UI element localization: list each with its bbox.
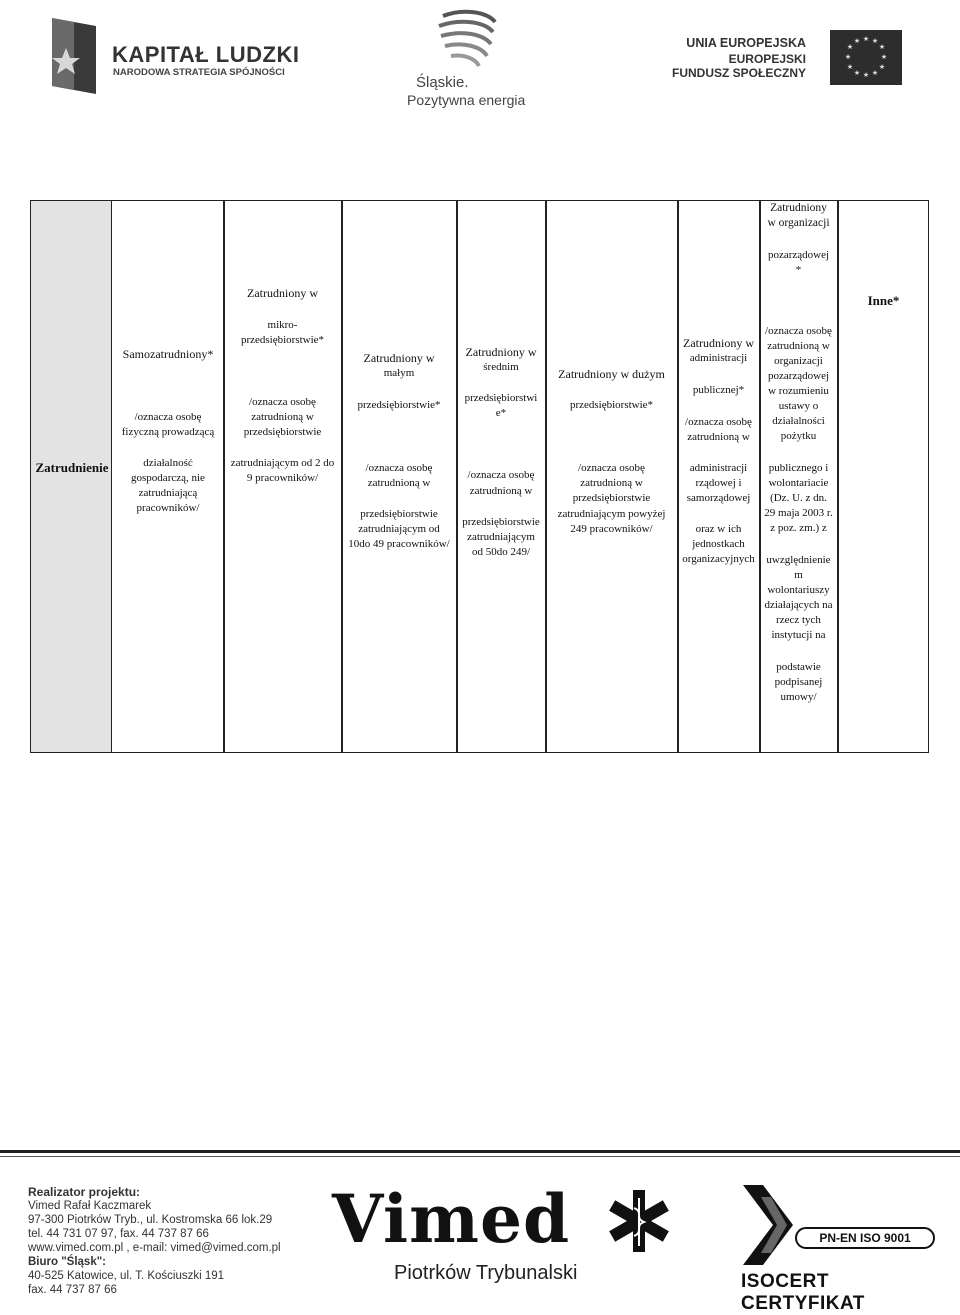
col7-line: wolontariacie (768, 477, 829, 489)
col7-line: działalności (772, 415, 825, 427)
eu-line2: EUROPEJSKI (728, 52, 806, 66)
col7-line: pożytku (780, 430, 817, 442)
col7-line: z poz. zm.) z (770, 522, 827, 534)
svg-text:★: ★ (878, 63, 886, 71)
eu-line3: FUNDUSZ SPOŁECZNY (671, 66, 806, 80)
col4-header: Zatrudniony w (465, 345, 537, 359)
col4-line: przedsiębiorstwie (462, 516, 540, 528)
svg-text:★: ★ (846, 63, 854, 71)
col7-line: rzecz tych (776, 614, 821, 626)
col1-line: gospodarczą, nie (131, 472, 205, 484)
kapital-ludzki-flag-icon (52, 18, 96, 94)
col7-line: publicznego i (768, 462, 829, 474)
col2-line: zatrudnioną w (251, 411, 314, 423)
isocert-mark-icon (737, 1185, 799, 1267)
col7-line: wolontariuszy (767, 584, 830, 596)
row-label: Zatrudnienie (35, 460, 109, 475)
col6-header: publicznej* (692, 384, 745, 396)
iso-certificate-logo (737, 1185, 937, 1314)
col7-line: ustawy o (778, 400, 819, 412)
svg-text:★: ★ (871, 69, 879, 77)
col2-header: mikro- (267, 319, 298, 331)
footer-address: 97-300 Piotrków Tryb., ul. Kostromska 66 lok.29 (28, 1214, 273, 1226)
col3-header: Zatrudniony w (363, 351, 435, 365)
footer-web-email: www.vimed.com.pl , e-mail: vimed@vimed.com.pl (28, 1242, 281, 1254)
col7-line: instytucji na (771, 629, 826, 641)
col3-line: zatrudnioną w (367, 477, 431, 489)
footer-divider (0, 1150, 960, 1153)
col5-line: 249 pracowników/ (570, 523, 653, 535)
col7-line: /oznacza osobę (765, 325, 832, 337)
iso-badge-text: PN-EN ISO 9001 (819, 1231, 911, 1245)
col4-header: średnim (483, 361, 519, 373)
vimed-city: Piotrków Trybunalski (394, 1262, 578, 1284)
col7-line: pozarządowej (767, 370, 830, 382)
vimed-logo-text: Vimed (332, 1180, 571, 1258)
col3-line: przedsiębiorstwie (360, 508, 438, 520)
footer-phone: tel. 44 731 07 97, fax. 44 737 87 66 (28, 1228, 209, 1240)
svg-text:★: ★ (878, 43, 886, 51)
col1-line: pracowników/ (136, 502, 200, 514)
svg-text:★: ★ (846, 43, 854, 51)
col6-line: organizacyjnych (682, 553, 755, 565)
col6-line: administracji (689, 462, 748, 474)
col2-line: /oznacza osobę (249, 396, 316, 408)
col4-line: od 50do 249/ (471, 546, 531, 558)
col6-line: rządowej i (695, 477, 742, 489)
svg-text:★: ★ (844, 53, 852, 61)
svg-text:★: ★ (862, 71, 870, 79)
col5-header: przedsiębiorstwie* (569, 399, 654, 411)
col4-line: /oznacza osobę (467, 469, 535, 481)
col3-header: małym (383, 367, 415, 379)
col7-line: 29 maja 2003 r. (764, 507, 833, 519)
medical-star-icon (606, 1188, 672, 1254)
col6-line: /oznacza osobę (685, 416, 752, 428)
col2-header: przedsiębiorstwie* (240, 334, 325, 346)
column-divider (837, 200, 839, 753)
col1-line: fizyczną prowadzącą (121, 426, 215, 438)
col6-line: jednostkach (692, 538, 745, 550)
col-other-header: Inne* (867, 293, 900, 308)
col7-line: działających na (764, 599, 833, 611)
col1-line: działalność (143, 457, 193, 469)
iso-badge (795, 1227, 935, 1249)
col2-header: Zatrudniony w (247, 286, 318, 300)
col5-line: /oznacza osobę (578, 462, 645, 474)
kapital-ludzki-subtitle: NARODOWA STRATEGIA SPÓJNOŚCI (113, 67, 285, 78)
kapital-ludzki-title: KAPITAŁ LUDZKI (112, 42, 300, 67)
col1-line: /oznacza osobę (134, 411, 202, 423)
col7-line: organizacji (774, 355, 823, 367)
col6-line: samorządowej (686, 492, 751, 504)
footer-office-heading: Biuro "Śląsk": (28, 1256, 107, 1268)
iso-cert-name: ISOCERT CERTYFIKAT (741, 1271, 865, 1314)
col7-line: uwzględnienie (766, 554, 831, 566)
svg-text:★: ★ (853, 69, 861, 77)
col5-line: przedsiębiorstwie (572, 492, 651, 504)
col7-line: podstawie (776, 661, 821, 673)
svg-text:★: ★ (853, 37, 861, 45)
col7-header: pozarządowej (767, 249, 830, 261)
footer-office-fax: fax. 44 737 87 66 (28, 1284, 117, 1296)
col1-header: Samozatrudniony* (122, 347, 214, 361)
col3-line: 10do 49 pracowników/ (348, 538, 450, 550)
col7-line: zatrudnioną w (767, 340, 830, 352)
footer-office-address: 40-525 Katowice, ul. T. Kościuszki 191 (28, 1270, 225, 1282)
col5-header: Zatrudniony w dużym (558, 367, 665, 381)
col4-line: zatrudniającym (467, 531, 535, 543)
col2-line: przedsiębiorstwie (243, 426, 322, 438)
svg-text:★: ★ (871, 37, 879, 45)
col4-header: przedsiębiorstwi (464, 392, 538, 404)
col6-header: administracji (689, 352, 748, 364)
footer-divider-thin (0, 1156, 960, 1157)
row-label-cell (30, 200, 112, 753)
col4-header: e* (495, 407, 507, 419)
footer-company: Vimed Rafał Kaczmarek (28, 1200, 152, 1212)
col2-line: zatrudniającym od 2 do (230, 457, 335, 469)
col2-line: 9 pracowników/ (246, 472, 319, 484)
col7-line: podpisanej (774, 676, 823, 688)
col6-line: zatrudnioną w (687, 431, 750, 443)
col7-line: umowy/ (780, 691, 817, 703)
footer-heading: Realizator projektu: (28, 1185, 141, 1199)
eu-line1: UNIA EUROPEJSKA (686, 36, 806, 50)
col1-line: zatrudniającą (138, 487, 198, 499)
slaskie-logo-icon (433, 8, 503, 72)
svg-text:★: ★ (880, 53, 888, 61)
col5-line: zatrudniającym powyżej (557, 508, 666, 520)
footer-contact (28, 1185, 318, 1297)
col3-line: /oznacza osobę (365, 462, 433, 474)
col4-line: zatrudnioną w (469, 485, 533, 497)
col7-line: m (794, 569, 803, 581)
svg-text:★: ★ (862, 35, 870, 43)
col7-header: w organizacji (767, 217, 830, 229)
eu-flag-icon (830, 30, 902, 85)
col7-line: w rozumieniu (768, 385, 829, 397)
col6-line: oraz w ich (695, 523, 742, 535)
slaskie-tagline: Pozytywna energia (407, 92, 526, 108)
col3-line: zatrudniającym od (358, 523, 440, 535)
col7-line: (Dz. U. z dn. (770, 492, 827, 504)
col7-header: * (795, 264, 802, 276)
col6-header: Zatrudniony w (683, 336, 754, 350)
col3-header: przedsiębiorstwie* (357, 399, 441, 411)
col7-header: Zatrudniony (770, 202, 827, 214)
slaskie-name: Śląskie. (416, 74, 469, 91)
col5-line: zatrudnioną w (580, 477, 643, 489)
